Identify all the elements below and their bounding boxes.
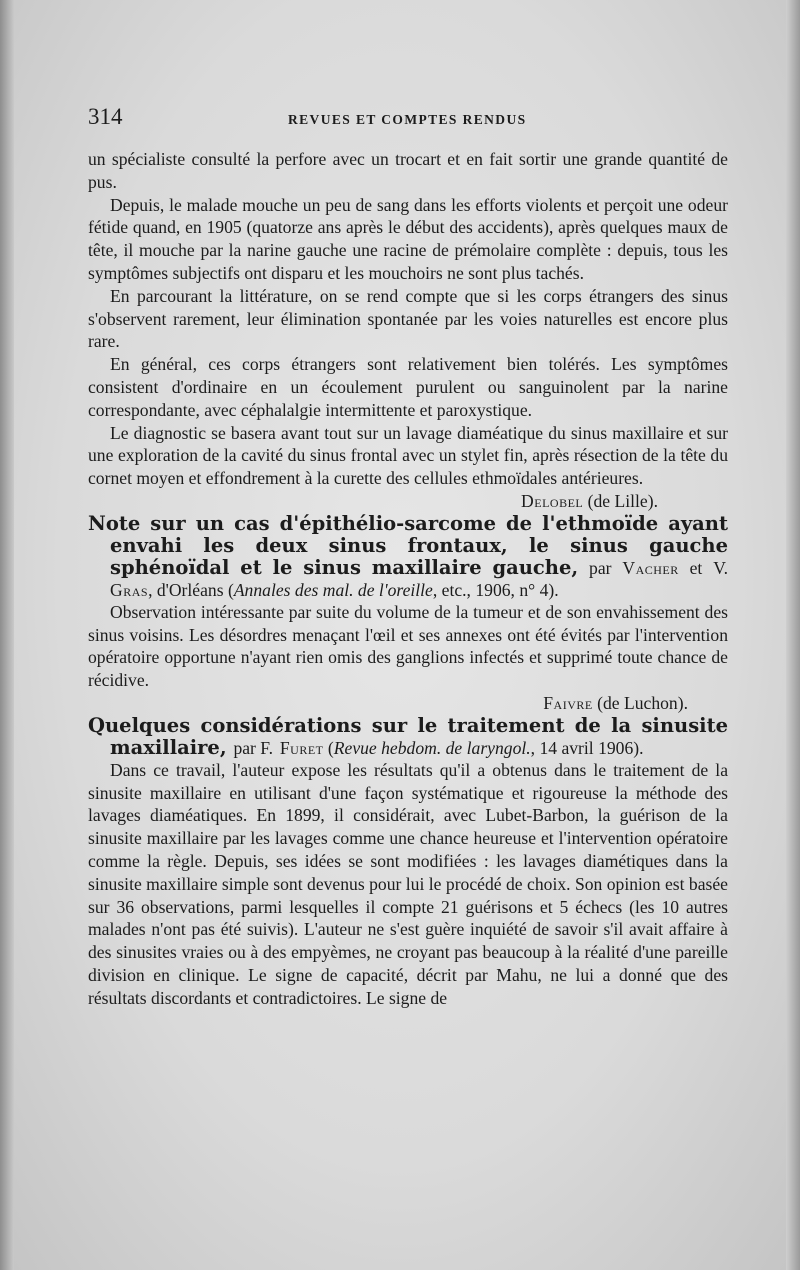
article-author: Vacher [622,557,679,578]
article-journal: Revue hebdom. de laryngol. [333,737,531,758]
signature-place: (de Lille). [587,490,658,511]
article-by: par [589,557,612,578]
running-head: REVUES ET COMPTES RENDUS [288,112,527,127]
article-citation: , 14 avril 1906). [530,737,644,758]
paragraph: Depuis, le malade mouche un peu de sang dans les efforts violents et perçoit une odeur fétide quand, en 1905 (quatorze ans après le début des accidents), après quelques maux de tête, il mouche par la narine gauche une racine de prémolaire complète : depuis, tous les symptômes subjectifs ont disparu et les mouchoirs ne sont plus tachés. [88,194,728,283]
paragraph: En général, ces corps étrangers sont relativement bien tolérés. Les symptômes consistent d'ordinaire en un écoulement purulent ou sanguinolent par la narine correspondante, avec céphalalgie intermittente et paroxystique. [88,354,728,420]
article-title [88,513,728,601]
signature-place: (de Luchon). [597,692,688,713]
signature-name: Delobel [521,490,584,511]
paragraph: Le diagnostic se basera avant tout sur un lavage diaméatique du sinus maxillaire et sur une exploration de la cavité du sinus frontal avec un stylet fin, après résection de la tête du cornet moyen et effondrement à la curette des cellules ethmoïdales antérieures. [88,422,728,489]
article-open: ( [323,737,334,758]
paragraph: En parcourant la littérature, on se rend compte que si les corps étrangers des sinus s'observent rarement, leur élimination spontanée par les voies naturelles est encore plus rare. [88,285,728,352]
article-body: Observation intéressante par suite du volume de la tumeur et de son envahissement des sinus voisins. Les désordres menaçant l'œil et ses annexes ont été évités par l'intervention opératoire opportune n'ayant rien omis des ganglions infectés et supprimé toute chance de récidive. [88,601,728,691]
article-title [88,715,728,759]
article-body: Dans ce travail, l'auteur expose les résultats qu'il a obtenus dans le traitement de la sinusite maxillaire en utilisant d'une façon systématique et rigoureuse la méthode des lavages diaméatiques. En 1899, il considérait, avec Lubet-Barbon, la guérison de la sinusite maxillaire par les lavages comme une chance heureuse et l'intervention opératoire comme la règle. Depuis, ses idées se sont modifiées : les lavages diamétiques dans la sinusite maxillaire simple sont devenus pour lui le procédé de choix. Son opinion est basée sur 36 observations, parmi lesquelles il compte 21 guérisons et 5 échecs (les 10 autres malades n'ont pas été suivis). L'auteur ne s'est guère inquiété de savoir s'il avait affaire à des sinusites vraies ou à des empyèmes, ne croyant pas beaucoup à la réalité d'une pareille division en clinique. Le signe de capacité, décrit par Mahu, ne lui a donné que des résultats discordants et contradictoires. Le signe de [88,759,728,1008]
paragraph: un spécialiste consulté la perfore avec un trocart et en fait sortir une grande quantité de pus. [88,149,728,192]
article-journal: Annales des mal. de l'oreille [233,579,433,600]
page-body [88,148,728,1010]
article-author: Furet [279,737,324,758]
article-title-bold: Note sur un cas d'épithélio-sarcome de l'ethmoïde ayant envahi les deux sinus frontaux, le sinus gauche sphénoïdal et le sinus maxillaire gauche, [88,511,728,579]
signature [88,692,728,715]
signature [88,490,728,513]
article-origin: , d'Orléans ( [148,579,234,600]
page-header [88,104,728,134]
article-and: et [689,557,703,578]
article-citation: , etc., 1906, n° 4). [432,579,559,600]
article-author: Gras [110,579,149,600]
signature-name: Faivre [543,692,593,713]
article-author-initial: V. [713,557,729,578]
article-by: par F. [233,737,274,758]
page-shadow-left [0,0,14,1270]
article-title-bold: Quelques considérations sur le traitement de la sinusite maxillaire, [88,713,728,759]
page-shadow-right [786,0,800,1270]
page-number: 314 [88,104,123,129]
